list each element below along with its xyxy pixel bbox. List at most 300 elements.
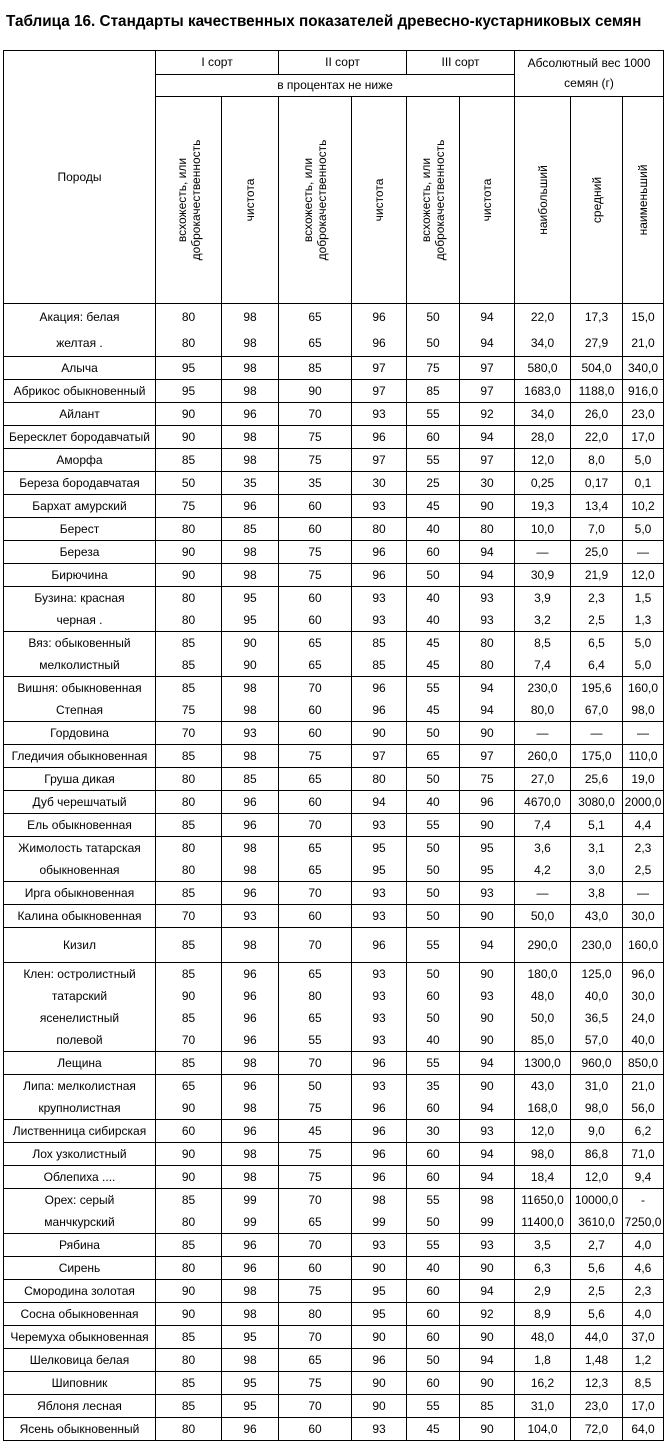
species-name: Ель обыкновенная <box>27 818 132 832</box>
cell-value: 25,6 <box>584 772 609 786</box>
cell-value: 65 <box>426 749 440 763</box>
species-name-cell <box>4 768 156 791</box>
cell-value: 25 <box>426 476 440 490</box>
cell-value: 98 <box>243 453 257 467</box>
cell-value: 94 <box>480 1147 494 1161</box>
cell-value: 90 <box>480 1330 494 1344</box>
cell-value: 90 <box>480 1079 494 1093</box>
species-name-cell <box>4 472 156 495</box>
cell-value: 10,2 <box>631 499 655 513</box>
value-cell <box>407 587 460 632</box>
table-row <box>4 928 664 963</box>
cell-value: 94 <box>480 703 494 717</box>
cell-value: 96 <box>243 1238 257 1252</box>
value-cell <box>222 1395 279 1418</box>
header-absolute-weight-line2: семян (г) <box>564 76 614 90</box>
cell-value: 55 <box>426 1238 440 1252</box>
value-cell <box>279 928 352 963</box>
value-cell <box>623 1234 664 1257</box>
cell-value: 93 <box>372 1011 386 1025</box>
cell-value: 80 <box>181 1422 196 1436</box>
species-name: Калина обыкновенная <box>17 909 142 923</box>
cell-value: 70 <box>181 1033 196 1047</box>
cell-value: 5,0 <box>634 453 652 467</box>
value-cell <box>279 905 352 928</box>
value-cell <box>515 1189 571 1234</box>
value-cell <box>515 518 571 541</box>
species-name: Шелковица белая <box>29 1353 130 1367</box>
value-cell <box>571 1303 623 1326</box>
value-cell <box>279 1395 352 1418</box>
header-absolute-weight <box>515 51 664 97</box>
cell-value: 95 <box>372 841 386 855</box>
cell-value: 85 <box>181 1056 196 1070</box>
cell-value: 95 <box>243 1376 257 1390</box>
value-cell <box>571 1326 623 1349</box>
value-cell <box>156 1143 222 1166</box>
cell-value: 85 <box>181 1330 196 1344</box>
cell-value: 94 <box>480 1284 494 1298</box>
cell-value: 96 <box>243 1422 257 1436</box>
value-cell <box>156 1326 222 1349</box>
cell-value: 70 <box>181 726 196 740</box>
species-name: Сосна обыкновенная <box>20 1307 139 1321</box>
value-cell <box>515 449 571 472</box>
species-name: Лещина <box>57 1056 102 1070</box>
value-cell <box>279 1166 352 1189</box>
value-cell <box>156 472 222 495</box>
cell-value: 50 <box>181 476 196 490</box>
cell-value: 85 <box>181 967 196 981</box>
species-name-cell <box>4 722 156 745</box>
cell-value: 110,0 <box>628 749 658 763</box>
value-cell <box>407 768 460 791</box>
cell-value: 99 <box>480 1215 494 1229</box>
value-cell <box>460 1189 515 1234</box>
cell-value: 60 <box>308 1261 322 1275</box>
value-cell <box>460 1349 515 1372</box>
cell-value: 44,0 <box>584 1330 609 1344</box>
value-cell <box>515 1372 571 1395</box>
value-cell <box>515 905 571 928</box>
cell-value: 4,4 <box>634 818 652 832</box>
cell-value: 85 <box>181 1238 196 1252</box>
value-cell <box>571 632 623 677</box>
value-cell <box>460 1120 515 1143</box>
cell-value: 95 <box>181 384 196 398</box>
value-cell <box>156 905 222 928</box>
species-name-cell <box>4 403 156 426</box>
table-row <box>4 814 664 837</box>
value-cell <box>623 837 664 882</box>
cell-value: 90 <box>181 407 196 421</box>
cell-value: 27,9 <box>584 336 609 350</box>
cell-value: 70 <box>308 938 322 952</box>
table-row <box>4 1075 664 1120</box>
cell-value: 98 <box>243 841 257 855</box>
cell-value: 10,0 <box>530 522 555 536</box>
cell-value: 93 <box>243 726 257 740</box>
value-cell <box>515 837 571 882</box>
seed-standards-table <box>3 50 664 1441</box>
cell-value: 65 <box>308 336 322 350</box>
value-cell <box>222 1303 279 1326</box>
cell-value: 6,3 <box>534 1261 551 1275</box>
cell-value: 96 <box>243 818 257 832</box>
value-cell <box>571 564 623 587</box>
cell-value: 50 <box>426 1353 440 1367</box>
species-name: Ирга обыкновенная <box>24 886 135 900</box>
cell-value: 70 <box>308 1330 322 1344</box>
cell-value: 11400,0 <box>521 1215 564 1229</box>
cell-value: 85 <box>181 453 196 467</box>
value-cell <box>156 587 222 632</box>
cell-value: 4,6 <box>634 1261 652 1275</box>
species-name-cell <box>4 1234 156 1257</box>
cell-value: 3,0 <box>588 863 605 877</box>
header-germination-g3: всхожесть, или доброкачественность <box>407 97 460 304</box>
cell-value: 96 <box>372 545 386 559</box>
cell-value: 96 <box>480 795 494 809</box>
species-name: Вяз: обыковенный <box>28 636 131 650</box>
value-cell <box>571 1075 623 1120</box>
value-cell <box>571 472 623 495</box>
value-cell <box>407 1166 460 1189</box>
cell-value: 85 <box>181 636 196 650</box>
cell-value: 26,0 <box>584 407 609 421</box>
species-name-cell <box>4 745 156 768</box>
value-cell <box>222 1052 279 1075</box>
cell-value: 50 <box>426 967 440 981</box>
cell-value: 60 <box>426 1147 440 1161</box>
cell-value: 96 <box>372 1353 386 1367</box>
cell-value: 99 <box>372 1215 386 1229</box>
species-name-cell <box>4 1418 156 1441</box>
cell-value: 94 <box>480 430 494 444</box>
value-cell <box>571 905 623 928</box>
table-row <box>4 1395 664 1418</box>
table-row <box>4 882 664 905</box>
value-cell <box>623 905 664 928</box>
value-cell <box>352 1418 407 1441</box>
value-cell <box>279 1052 352 1075</box>
table-row <box>4 449 664 472</box>
cell-value: 96 <box>372 1124 386 1138</box>
value-cell <box>460 1143 515 1166</box>
cell-value: 80 <box>480 522 494 536</box>
cell-value: 960,0 <box>581 1056 612 1070</box>
cell-value: 80 <box>181 1353 196 1367</box>
value-cell <box>623 1166 664 1189</box>
cell-value: 96 <box>243 989 257 1003</box>
cell-value: 98 <box>243 545 257 559</box>
value-cell <box>460 1418 515 1441</box>
cell-value: 8,5 <box>534 636 551 650</box>
species-name: желтая . <box>56 336 103 350</box>
cell-value: 85 <box>181 749 196 763</box>
cell-value: 30,0 <box>631 909 655 923</box>
cell-value: 19,3 <box>530 499 555 513</box>
value-cell <box>279 541 352 564</box>
cell-value: 70 <box>181 909 196 923</box>
cell-value: 75 <box>308 1284 322 1298</box>
cell-value: 45 <box>308 1124 322 1138</box>
cell-value: 75 <box>480 772 494 786</box>
value-cell <box>623 768 664 791</box>
cell-value: 93 <box>480 1124 494 1138</box>
value-cell <box>515 745 571 768</box>
cell-value: 96 <box>372 1170 386 1184</box>
species-name: Береза <box>59 545 100 559</box>
value-cell <box>515 1418 571 1441</box>
table-row <box>4 1189 664 1234</box>
value-cell <box>222 426 279 449</box>
cell-value: 34,0 <box>530 336 555 350</box>
value-cell <box>571 963 623 1052</box>
cell-value: 80 <box>181 591 196 605</box>
value-cell <box>222 791 279 814</box>
species-name-cell <box>4 1052 156 1075</box>
cell-value: 340,0 <box>628 361 659 375</box>
value-cell <box>571 1349 623 1372</box>
cell-value: 22,0 <box>530 310 555 324</box>
value-cell <box>222 745 279 768</box>
table-row <box>4 403 664 426</box>
cell-value: 18,4 <box>530 1170 555 1184</box>
cell-value: 70 <box>308 407 322 421</box>
cell-value: 97 <box>372 361 386 375</box>
species-name: мелколистный <box>39 658 120 672</box>
cell-value: 48,0 <box>530 1330 555 1344</box>
value-cell <box>156 837 222 882</box>
header-percent-note: в процентах не ниже <box>156 75 515 97</box>
value-cell <box>156 745 222 768</box>
cell-value: 30 <box>480 476 494 490</box>
value-cell <box>222 905 279 928</box>
value-cell <box>623 472 664 495</box>
cell-value: 17,0 <box>631 1399 655 1413</box>
cell-value: 96 <box>243 1124 257 1138</box>
cell-value: 5,6 <box>588 1307 605 1321</box>
value-cell <box>571 1166 623 1189</box>
value-cell <box>352 882 407 905</box>
value-cell <box>352 449 407 472</box>
table-row <box>4 745 664 768</box>
table-row <box>4 541 664 564</box>
header-species: Породы <box>4 51 156 304</box>
species-name: Жимолость татарская <box>18 841 141 855</box>
value-cell <box>156 1120 222 1143</box>
value-cell <box>279 791 352 814</box>
cell-value: 2,3 <box>634 841 652 855</box>
cell-value: 45 <box>426 499 440 513</box>
species-name: Гордовина <box>50 726 109 740</box>
value-cell <box>623 1372 664 1395</box>
cell-value: 98 <box>243 1307 257 1321</box>
species-name-cell <box>4 1280 156 1303</box>
value-cell <box>352 1120 407 1143</box>
value-cell <box>279 722 352 745</box>
cell-value: 70 <box>308 1399 322 1413</box>
cell-value: 94 <box>480 1056 494 1070</box>
value-cell <box>352 814 407 837</box>
value-cell <box>352 1280 407 1303</box>
table-row <box>4 472 664 495</box>
cell-value: 75 <box>308 430 322 444</box>
cell-value: 65 <box>308 310 322 324</box>
cell-value: 90 <box>480 967 494 981</box>
value-cell <box>222 1372 279 1395</box>
cell-value: — <box>637 545 650 559</box>
value-cell <box>571 837 623 882</box>
cell-value: 290,0 <box>527 938 558 952</box>
value-cell <box>623 745 664 768</box>
table-row <box>4 304 664 357</box>
value-cell <box>279 357 352 380</box>
cell-value: 98 <box>372 1193 386 1207</box>
value-cell <box>515 304 571 357</box>
cell-value: — <box>590 726 603 740</box>
value-cell <box>515 963 571 1052</box>
cell-value: 75 <box>308 1101 322 1115</box>
cell-value: 96 <box>243 795 257 809</box>
cell-value: 70 <box>308 1238 322 1252</box>
cell-value: 50 <box>426 863 440 877</box>
value-cell <box>515 928 571 963</box>
value-cell <box>515 814 571 837</box>
table-row <box>4 677 664 722</box>
species-name: Груша дикая <box>44 772 115 786</box>
table-row <box>4 1418 664 1441</box>
cell-value: 3,6 <box>534 841 551 855</box>
value-cell <box>279 677 352 722</box>
cell-value: 93 <box>480 989 494 1003</box>
value-cell <box>623 632 664 677</box>
value-cell <box>460 632 515 677</box>
value-cell <box>279 495 352 518</box>
value-cell <box>460 518 515 541</box>
value-cell <box>571 1052 623 1075</box>
header-mean-weight: средний <box>571 97 623 304</box>
value-cell <box>352 722 407 745</box>
species-name-cell <box>4 1395 156 1418</box>
cell-value: 98 <box>480 1193 494 1207</box>
cell-value: 80 <box>181 772 196 786</box>
cell-value: 3610,0 <box>578 1215 615 1229</box>
value-cell <box>222 357 279 380</box>
value-cell <box>623 495 664 518</box>
cell-value: 97 <box>372 749 386 763</box>
value-cell <box>623 564 664 587</box>
cell-value: 8,9 <box>534 1307 551 1321</box>
cell-value: 60 <box>308 909 322 923</box>
value-cell <box>460 1326 515 1349</box>
value-cell <box>222 587 279 632</box>
species-name-cell <box>4 587 156 632</box>
cell-value: 93 <box>372 407 386 421</box>
value-cell <box>279 963 352 1052</box>
cell-value: 98 <box>243 938 257 952</box>
value-cell <box>460 745 515 768</box>
cell-value: 98 <box>243 430 257 444</box>
cell-value: 80 <box>480 658 494 672</box>
cell-value: 1683,0 <box>524 384 561 398</box>
cell-value: 45 <box>426 703 440 717</box>
cell-value: 35 <box>426 1079 440 1093</box>
value-cell <box>156 632 222 677</box>
cell-value: 70 <box>308 1193 322 1207</box>
value-cell <box>623 1052 664 1075</box>
table-body <box>4 304 664 1441</box>
value-cell <box>571 449 623 472</box>
cell-value: 98,0 <box>631 703 655 717</box>
table-row <box>4 632 664 677</box>
cell-value: 2,5 <box>634 863 652 877</box>
cell-value: 125,0 <box>581 967 612 981</box>
cell-value: - <box>641 1193 646 1207</box>
species-name: татарский <box>51 989 108 1003</box>
cell-value: 12,0 <box>530 453 555 467</box>
value-cell <box>352 1166 407 1189</box>
value-cell <box>222 1234 279 1257</box>
cell-value: 96,0 <box>631 967 655 981</box>
value-cell <box>352 426 407 449</box>
value-cell <box>279 837 352 882</box>
table-row <box>4 1257 664 1280</box>
cell-value: 80 <box>372 522 386 536</box>
cell-value: 43,0 <box>584 909 609 923</box>
cell-value: 40 <box>426 522 440 536</box>
value-cell <box>460 882 515 905</box>
cell-value: 40,0 <box>584 989 609 1003</box>
value-cell <box>407 1372 460 1395</box>
cell-value: 12,0 <box>584 1170 609 1184</box>
cell-value: 7,4 <box>534 658 551 672</box>
cell-value: 3,5 <box>534 1238 551 1252</box>
cell-value: 60 <box>426 1101 440 1115</box>
value-cell <box>515 564 571 587</box>
value-cell <box>571 1234 623 1257</box>
cell-value: 97 <box>480 749 494 763</box>
cell-value: 50 <box>426 909 440 923</box>
cell-value: 96 <box>372 1101 386 1115</box>
cell-value: 98 <box>243 703 257 717</box>
value-cell <box>279 814 352 837</box>
cell-value: 85 <box>181 1011 196 1025</box>
cell-value: 45 <box>426 658 440 672</box>
cell-value: 4,2 <box>534 863 551 877</box>
value-cell <box>407 928 460 963</box>
cell-value: 85 <box>243 522 257 536</box>
value-cell <box>156 882 222 905</box>
value-cell <box>571 587 623 632</box>
cell-value: 60 <box>308 522 322 536</box>
value-cell <box>279 768 352 791</box>
value-cell <box>460 814 515 837</box>
cell-value: 3,9 <box>534 591 551 605</box>
value-cell <box>352 677 407 722</box>
cell-value: 90 <box>181 430 196 444</box>
cell-value: 60 <box>308 499 322 513</box>
value-cell <box>460 905 515 928</box>
species-name: Бархат амурский <box>32 499 127 513</box>
table-row <box>4 518 664 541</box>
cell-value: 90 <box>181 1284 196 1298</box>
cell-value: 7250,0 <box>624 1215 662 1229</box>
cell-value: 70 <box>308 681 322 695</box>
cell-value: 64,0 <box>631 1422 655 1436</box>
value-cell <box>515 403 571 426</box>
